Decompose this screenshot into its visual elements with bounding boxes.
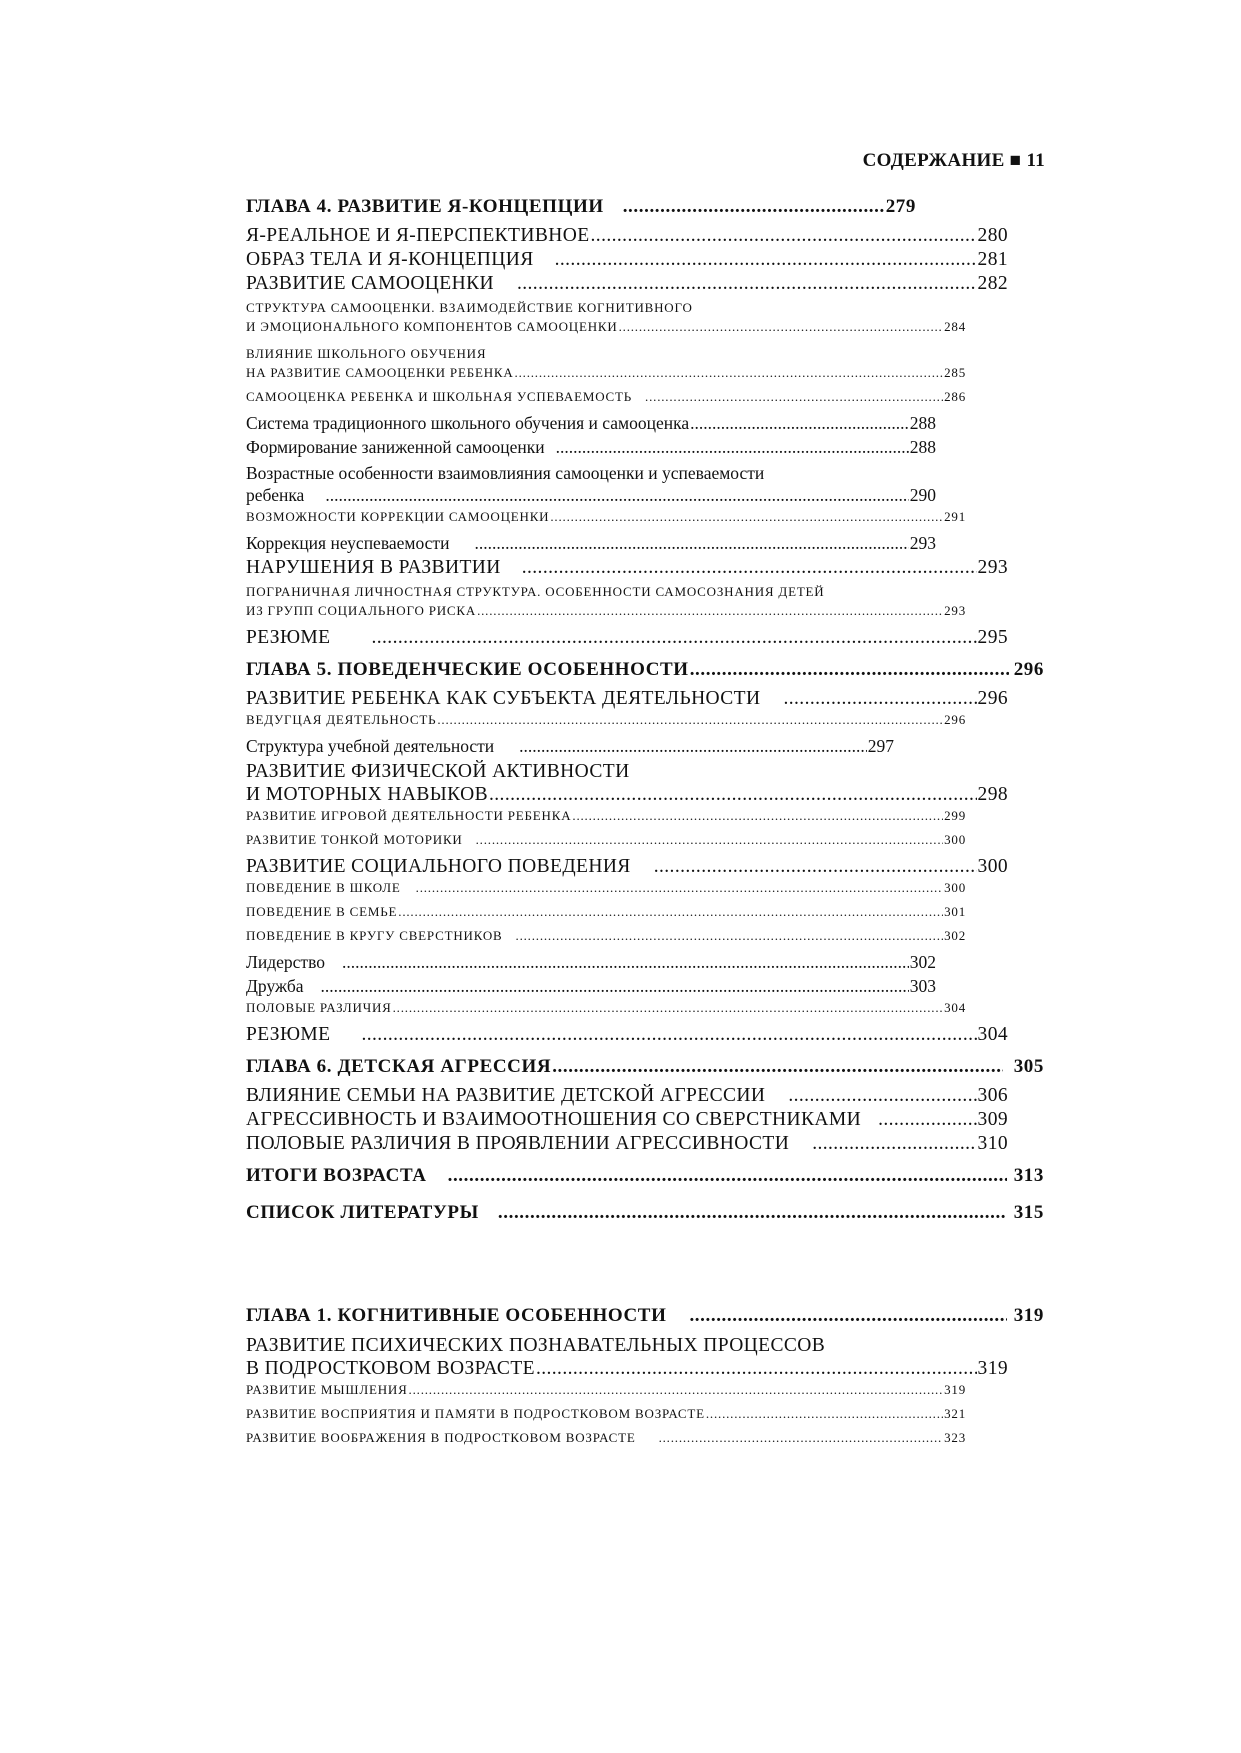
toc-title: ГЛАВА 4. РАЗВИТИЕ Я-КОНЦЕПЦИИ <box>246 196 604 217</box>
toc-title: РЕЗЮМЕ <box>246 1024 331 1045</box>
toc-page: 305 <box>1013 1056 1044 1077</box>
toc-page: 304 <box>977 1024 1008 1045</box>
toc-page: 319 <box>944 1382 966 1397</box>
leader-dots <box>476 832 943 848</box>
toc-page: 296 <box>1013 659 1044 680</box>
toc-page: 298 <box>977 784 1008 805</box>
toc-page: 321 <box>944 1406 966 1421</box>
leader-dots <box>788 1085 976 1107</box>
toc-entry-section[interactable] <box>246 1085 1044 1109</box>
leader-dots <box>393 1000 943 1016</box>
toc-title-line: ВЛИЯНИЕ ШКОЛЬНОГО ОБУЧЕНИЯ <box>246 346 487 361</box>
toc-page: 281 <box>977 249 1008 270</box>
toc-entry-topic[interactable] <box>246 533 1044 557</box>
toc-entry-section[interactable] <box>246 1024 1044 1048</box>
toc-title: ИЗ ГРУПП СОЦИАЛЬНОГО РИСКА <box>246 603 477 618</box>
running-header: СОДЕРЖАНИЕ ■ 11 <box>862 150 1045 171</box>
toc-page: 303 <box>909 976 936 996</box>
leader-dots <box>371 627 976 649</box>
leader-dots <box>690 413 909 434</box>
toc-title: СПИСОК ЛИТЕРАТУРЫ <box>246 1202 479 1223</box>
toc-page: 315 <box>1013 1202 1044 1223</box>
toc-title: ГЛАВА 5. ПОВЕДЕНЧЕСКИЕ ОСОБЕННОСТИ <box>246 659 689 680</box>
toc-title: РАЗВИТИЕ ВОСПРИЯТИЯ И ПАМЯТИ В ПОДРОСТКОВОМ ВОЗРАСТЕ <box>246 1406 705 1421</box>
toc-entry-section[interactable] <box>246 856 1044 880</box>
toc-title-line: ПОГРАНИЧНАЯ ЛИЧНОСТНАЯ СТРУКТУРА. ОСОБЕННОСТИ САМОСОЗНАНИЯ ДЕТЕЙ <box>246 584 825 599</box>
leader-dots <box>689 1305 1006 1327</box>
toc-title: Структура учебной деятельности <box>246 736 495 756</box>
leader-dots <box>398 904 943 920</box>
toc-entry-topic[interactable] <box>246 976 1044 1000</box>
toc-entry-section[interactable] <box>246 273 1044 297</box>
toc-entry-subsection[interactable] <box>246 297 1044 343</box>
toc-entry-chapter[interactable] <box>246 659 1044 688</box>
toc-title: РАЗВИТИЕ ВООБРАЖЕНИЯ В ПОДРОСТКОВОМ ВОЗРАСТЕ <box>246 1430 636 1445</box>
toc-page: 279 <box>885 196 916 217</box>
toc-page: 301 <box>944 904 966 919</box>
toc-page: 306 <box>977 1085 1008 1106</box>
toc-entry-section[interactable] <box>246 627 1044 651</box>
toc-title: Я-РЕАЛЬНОЕ И Я-ПЕРСПЕКТИВНОЕ <box>246 225 590 246</box>
leader-dots <box>591 225 977 247</box>
toc-page: 288 <box>909 413 936 433</box>
toc-entry-subsection[interactable] <box>246 712 1044 736</box>
toc-entry-subsection[interactable] <box>246 343 1044 389</box>
toc-entry-section[interactable] <box>246 760 1044 808</box>
leader-dots <box>325 485 908 506</box>
toc-entry-subsection[interactable] <box>246 904 1044 928</box>
toc-title: ПОЛОВЫЕ РАЗЛИЧИЯ <box>246 1000 392 1015</box>
toc-title: И ЭМОЦИОНАЛЬНОГО КОМПОНЕНТОВ САМООЦЕНКИ <box>246 319 618 334</box>
toc-entry-topic[interactable] <box>246 413 1044 437</box>
toc-entry-chapter[interactable] <box>246 196 1044 225</box>
toc-page: 299 <box>944 808 966 823</box>
toc-title: НА РАЗВИТИЕ САМООЦЕНКИ РЕБЕНКА <box>246 365 514 380</box>
toc-page: 282 <box>977 273 1008 294</box>
toc-page: 319 <box>1013 1305 1044 1326</box>
toc-entry-section[interactable] <box>246 249 1044 273</box>
toc-page: 285 <box>944 365 966 380</box>
leader-dots <box>409 1382 944 1398</box>
toc-title: РАЗВИТИЕ СОЦИАЛЬНОГО ПОВЕДЕНИЯ <box>246 856 631 877</box>
toc-title: ПОВЕДЕНИЕ В КРУГУ СВЕРСТНИКОВ <box>246 928 503 943</box>
toc-page: 323 <box>944 1430 966 1445</box>
leader-dots <box>448 1165 1007 1187</box>
toc-title-line: РАЗВИТИЕ ПСИХИЧЕСКИХ ПОЗНАВАТЕЛЬНЫХ ПРОЦЕССОВ <box>246 1335 826 1356</box>
toc-page: 295 <box>977 627 1008 648</box>
toc-page: 310 <box>977 1133 1008 1154</box>
toc-title: Коррекция неуспеваемости <box>246 533 450 553</box>
toc-page: 286 <box>944 389 966 404</box>
toc-title-line: РАЗВИТИЕ ФИЗИЧЕСКОЙ АКТИВНОСТИ <box>246 761 630 782</box>
toc-title-line: Возрастные особенности взаимовлияния самооценки и успеваемости <box>246 463 765 483</box>
leader-dots <box>519 736 867 757</box>
toc-title: В ПОДРОСТКОВОМ ВОЗРАСТЕ <box>246 1358 535 1379</box>
leader-dots <box>812 1133 976 1155</box>
toc-page: 302 <box>909 952 936 972</box>
leader-dots <box>623 196 885 218</box>
toc-entry-chapter[interactable] <box>246 1202 1044 1231</box>
leader-dots <box>489 784 977 806</box>
toc-title: ВЛИЯНИЕ СЕМЬИ НА РАЗВИТИЕ ДЕТСКОЙ АГРЕССИИ <box>246 1085 766 1106</box>
leader-dots <box>416 880 943 896</box>
toc-title: Лидерство <box>246 952 325 972</box>
toc-title: ребенка <box>246 485 305 505</box>
toc-page: 293 <box>977 557 1008 578</box>
toc-page: 313 <box>1013 1165 1044 1186</box>
toc-title: ПОВЕДЕНИЕ В ШКОЛЕ <box>246 880 401 895</box>
toc-entry-topic[interactable] <box>246 437 1044 461</box>
toc-title: Система традиционного школьного обучения и самооценка <box>246 413 690 433</box>
toc-title: ПОЛОВЫЕ РАЗЛИЧИЯ В ПРОЯВЛЕНИИ АГРЕССИВНОСТИ <box>246 1133 790 1154</box>
toc-title: НАРУШЕНИЯ В РАЗВИТИИ <box>246 557 501 578</box>
toc-part-2 <box>246 1305 1044 1454</box>
toc-page: 296 <box>944 712 966 727</box>
toc-entry-topic[interactable] <box>246 736 1044 760</box>
toc-page: 290 <box>909 485 936 505</box>
toc-title: ВЕДУГЦАЯ ДЕЯТЕЛЬНОСТЬ <box>246 712 437 727</box>
toc-entry-chapter[interactable] <box>246 1056 1044 1085</box>
leader-dots <box>550 509 943 525</box>
toc-page: 304 <box>944 1000 966 1015</box>
toc-title: ГЛАВА 6. ДЕТСКАЯ АГРЕССИЯ <box>246 1056 552 1077</box>
toc-page: 319 <box>977 1358 1008 1379</box>
leader-dots <box>477 603 943 619</box>
leader-dots <box>783 688 976 710</box>
toc-page: 288 <box>909 437 936 457</box>
leader-dots <box>342 952 909 973</box>
toc-page: 291 <box>944 509 966 524</box>
toc-entry-section[interactable] <box>246 225 1044 249</box>
leader-dots <box>536 1358 977 1380</box>
toc-entry-subsection[interactable] <box>246 581 1044 627</box>
leader-dots <box>522 557 977 579</box>
toc-title-line: СТРУКТУРА САМООЦЕНКИ. ВЗАИМОДЕЙСТВИЕ КОГНИТИВНОГО <box>246 300 693 315</box>
toc-title: ИТОГИ ВОЗРАСТА <box>246 1165 427 1186</box>
toc-title: АГРЕССИВНОСТЬ И ВЗАИМООТНОШЕНИЯ СО СВЕРСТНИКАМИ <box>246 1109 862 1130</box>
leader-dots <box>555 249 977 271</box>
toc-page: 300 <box>944 880 966 895</box>
toc-entry-section[interactable] <box>246 1334 1044 1382</box>
toc-title: ПОВЕДЕНИЕ В СЕМЬЕ <box>246 904 398 919</box>
toc-page: 296 <box>977 688 1008 709</box>
toc-entry-chapter[interactable] <box>246 1305 1044 1334</box>
toc-title: РАЗВИТИЕ ТОНКОЙ МОТОРИКИ <box>246 832 463 847</box>
toc-title: ВОЗМОЖНОСТИ КОРРЕКЦИИ САМООЦЕНКИ <box>246 509 550 524</box>
leader-dots <box>321 976 909 997</box>
toc-entry-subsection[interactable] <box>246 808 1044 832</box>
toc-page: 300 <box>944 832 966 847</box>
toc-title: РАЗВИТИЕ САМООЦЕНКИ <box>246 273 494 294</box>
leader-dots <box>498 1202 1007 1224</box>
leader-dots <box>474 533 908 554</box>
toc-title: ГЛАВА 1. КОГНИТИВНЫЕ ОСОБЕННОСТИ <box>246 1305 667 1326</box>
toc-title: САМООЦЕНКА РЕБЕНКА И ШКОЛЬНАЯ УСПЕВАЕМОСТЬ <box>246 389 633 404</box>
toc-page: 297 <box>867 736 894 756</box>
toc-entry-subsection[interactable] <box>246 389 1044 413</box>
toc-entry-subsection[interactable] <box>246 1382 1044 1406</box>
toc-entry-section[interactable] <box>246 1109 1044 1133</box>
toc-title: ОБРАЗ ТЕЛА И Я-КОНЦЕПЦИЯ <box>246 249 534 270</box>
toc-entry-topic[interactable] <box>246 461 1044 509</box>
toc-page: 280 <box>977 225 1008 246</box>
toc-entry-subsection[interactable] <box>246 1406 1044 1430</box>
leader-dots <box>515 365 944 381</box>
leader-dots <box>517 273 977 295</box>
toc-entry-section[interactable] <box>246 688 1044 712</box>
toc-page: 302 <box>944 928 966 943</box>
toc-title: РАЗВИТИЕ МЫШЛЕНИЯ <box>246 1382 408 1397</box>
toc-title: РЕЗЮМЕ <box>246 627 331 648</box>
leader-dots <box>437 712 943 728</box>
toc-entry-subsection[interactable] <box>246 928 1044 952</box>
toc-title: Дружба <box>246 976 304 996</box>
toc-entry-section[interactable] <box>246 1133 1044 1157</box>
toc-page: 284 <box>944 319 966 334</box>
toc-page: 293 <box>909 533 936 553</box>
toc-entry-section[interactable] <box>246 557 1044 581</box>
leader-dots <box>619 319 944 335</box>
toc-title: РАЗВИТИЕ РЕБЕНКА КАК СУБЪЕКТА ДЕЯТЕЛЬНОСТИ <box>246 688 761 709</box>
leader-dots <box>659 1430 944 1446</box>
toc-page: 309 <box>977 1109 1008 1130</box>
toc-part-1 <box>246 196 1044 1231</box>
leader-dots <box>572 808 943 824</box>
leader-dots <box>556 437 909 458</box>
toc-entry-subsection[interactable] <box>246 880 1044 904</box>
toc-entry-subsection[interactable] <box>246 832 1044 856</box>
leader-dots <box>645 389 943 405</box>
toc-page: 293 <box>944 603 966 618</box>
leader-dots <box>654 856 977 878</box>
toc-entry-subsection[interactable] <box>246 509 1044 533</box>
toc-title: Формирование заниженной самооценки <box>246 437 545 457</box>
toc-entry-chapter[interactable] <box>246 1165 1044 1194</box>
leader-dots <box>516 928 944 944</box>
toc-entry-subsection[interactable] <box>246 1430 1044 1454</box>
leader-dots <box>552 1056 1003 1078</box>
toc-title: И МОТОРНЫХ НАВЫКОВ <box>246 784 488 805</box>
toc-entry-topic[interactable] <box>246 952 1044 976</box>
toc-title: РАЗВИТИЕ ИГРОВОЙ ДЕЯТЕЛЬНОСТИ РЕБЕНКА <box>246 808 572 823</box>
leader-dots <box>361 1024 976 1046</box>
leader-dots <box>878 1109 976 1131</box>
toc-entry-subsection[interactable] <box>246 1000 1044 1024</box>
toc-page: 300 <box>977 856 1008 877</box>
leader-dots <box>690 659 1009 681</box>
leader-dots <box>706 1406 943 1422</box>
